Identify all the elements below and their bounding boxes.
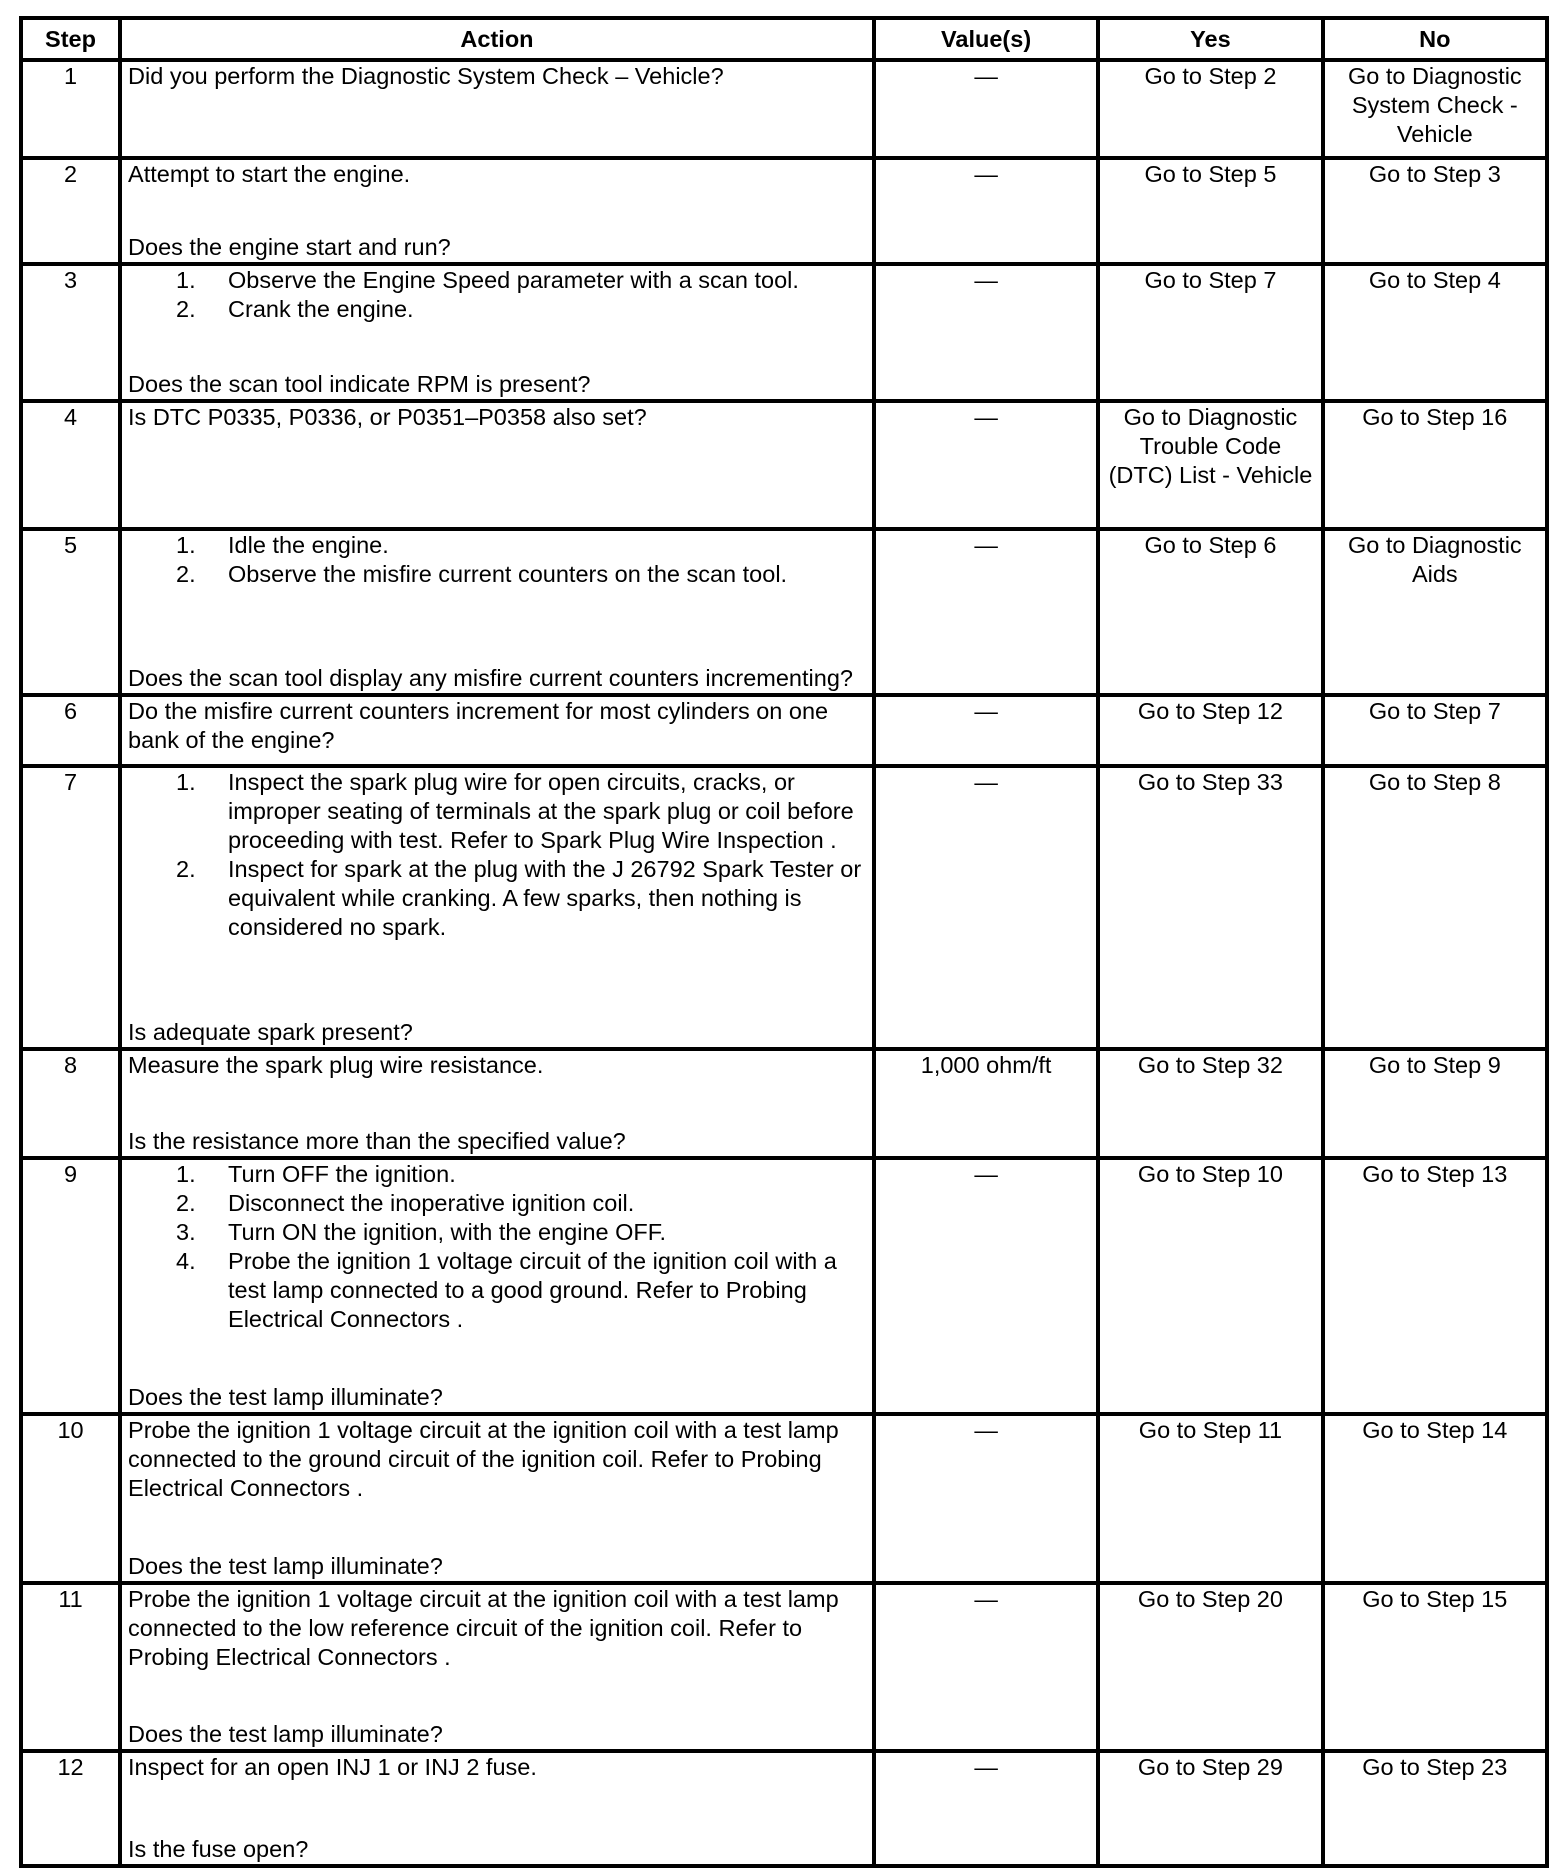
action-cell [120,1583,874,1751]
action-question: Does the test lamp illuminate? [128,1721,443,1747]
step-number: 4 [21,401,120,529]
action-instructions [128,697,866,755]
substep-list [128,266,866,324]
action-text: Do the misfire current counters increment for most cylinders on one bank of the engine? [128,698,829,753]
diagnostic-table [19,16,1549,1868]
action-text: Measure the spark plug wire resistance. [128,1052,544,1078]
substep-item: Inspect for spark at the plug with the J 26792 Spark Tester or equivalent while cranking. A few sparks, then nothing is considered no spark. [228,856,862,940]
table-row [21,529,1547,695]
action-cell [120,695,874,766]
action-cell [120,1158,874,1414]
value-cell: — [874,1751,1098,1866]
header-yes: Yes [1098,18,1322,60]
action-text: Is DTC P0335, P0336, or P0351–P0358 also set? [128,404,647,430]
action-content [128,160,866,262]
substep-item: Observe the misfire current counters on the scan tool. [228,561,788,587]
value-cell: — [874,1158,1098,1414]
step-number: 6 [21,695,120,766]
value-cell: — [874,1583,1098,1751]
action-cell [120,60,874,158]
header-row [21,18,1547,60]
action-question: Does the test lamp illuminate? [128,1553,443,1579]
action-instructions [128,1753,866,1782]
no-result: Go to Step 9 [1323,1049,1547,1158]
substep-item: Disconnect the inoperative ignition coil. [228,1190,635,1216]
action-content [128,266,866,399]
value-cell: — [874,264,1098,401]
substep-item: Turn ON the ignition, with the engine OFF. [228,1219,667,1245]
yes-result: Go to Step 29 [1098,1751,1322,1866]
action-content [128,1160,866,1412]
yes-result: Go to Step 10 [1098,1158,1322,1414]
table-row [21,264,1547,401]
action-content [128,1051,866,1156]
table-row [21,401,1547,529]
action-instructions [128,1416,866,1503]
action-instructions [128,1051,866,1080]
action-content [128,697,866,764]
step-number: 9 [21,1158,120,1414]
no-result: Go to Step 4 [1323,264,1547,401]
step-number: 5 [21,529,120,695]
action-text: Inspect for an open INJ 1 or INJ 2 fuse. [128,1754,537,1780]
action-instructions [128,531,866,589]
no-result: Go to Step 7 [1323,695,1547,766]
step-number: 8 [21,1049,120,1158]
no-result: Go to Step 8 [1323,766,1547,1049]
step-number: 7 [21,766,120,1049]
action-text: Did you perform the Diagnostic System Check – Vehicle? [128,63,724,89]
action-instructions [128,160,866,189]
no-result: Go to Diagnostic System Check - Vehicle [1323,60,1547,158]
table-row [21,1414,1547,1583]
action-content [128,531,866,693]
yes-result: Go to Step 2 [1098,60,1322,158]
table-row [21,766,1547,1049]
action-question: Does the scan tool indicate RPM is present? [128,371,591,397]
action-cell [120,1049,874,1158]
action-text: Probe the ignition 1 voltage circuit at the ignition coil with a test lamp connected to the low reference circuit of the ignition coil. Refer to Probing Electrical Connectors . [128,1586,839,1670]
header-values: Value(s) [874,18,1098,60]
action-instructions [128,1160,866,1334]
header-no: No [1323,18,1547,60]
action-question: Is adequate spark present? [128,1019,413,1045]
header-action: Action [120,18,874,60]
yes-result: Go to Step 11 [1098,1414,1322,1583]
action-cell [120,158,874,264]
no-result: Go to Step 14 [1323,1414,1547,1583]
action-cell [120,1414,874,1583]
action-cell [120,1751,874,1866]
yes-result: Go to Step 33 [1098,766,1322,1049]
action-text: Attempt to start the engine. [128,161,411,187]
action-instructions [128,266,866,324]
step-number: 10 [21,1414,120,1583]
substep-list [128,768,866,942]
yes-result: Go to Step 12 [1098,695,1322,766]
action-content [128,1753,866,1864]
yes-result: Go to Diagnostic Trouble Code (DTC) List - Vehicle [1098,401,1322,529]
no-result: Go to Step 15 [1323,1583,1547,1751]
action-question: Is the fuse open? [128,1836,309,1862]
value-cell: — [874,401,1098,529]
substep-item: Idle the engine. [228,532,389,558]
table-row [21,1049,1547,1158]
table-row [21,1583,1547,1751]
substep-item: Observe the Engine Speed parameter with a scan tool. [228,267,799,293]
no-result: Go to Diagnostic Aids [1323,529,1547,695]
no-result: Go to Step 13 [1323,1158,1547,1414]
table-row [21,1751,1547,1866]
action-instructions [128,62,866,91]
value-cell: — [874,158,1098,264]
action-cell [120,264,874,401]
yes-result: Go to Step 5 [1098,158,1322,264]
table-body [21,60,1547,1866]
table-row [21,158,1547,264]
value-cell: — [874,529,1098,695]
table-row [21,695,1547,766]
action-cell [120,401,874,529]
action-content [128,1416,866,1581]
action-question: Does the test lamp illuminate? [128,1384,443,1410]
no-result: Go to Step 3 [1323,158,1547,264]
substep-list [128,1160,866,1334]
substep-item: Probe the ignition 1 voltage circuit of the ignition coil with a test lamp connected to a good ground. Refer to Probing Electrical Connectors . [228,1248,837,1332]
table-row [21,1158,1547,1414]
action-content [128,1585,866,1749]
action-cell [120,529,874,695]
yes-result: Go to Step 6 [1098,529,1322,695]
value-cell: — [874,766,1098,1049]
table-row [21,60,1547,158]
substep-item: Turn OFF the ignition. [228,1161,456,1187]
yes-result: Go to Step 7 [1098,264,1322,401]
substep-list [128,531,866,589]
step-number: 11 [21,1583,120,1751]
substep-item: Crank the engine. [228,296,414,322]
action-content [128,62,866,156]
step-number: 2 [21,158,120,264]
action-content [128,768,866,1047]
action-question: Is the resistance more than the specified value? [128,1128,626,1154]
step-number: 12 [21,1751,120,1866]
step-number: 1 [21,60,120,158]
value-cell: — [874,1414,1098,1583]
value-cell: — [874,60,1098,158]
step-number: 3 [21,264,120,401]
yes-result: Go to Step 20 [1098,1583,1322,1751]
action-content [128,403,866,527]
no-result: Go to Step 16 [1323,401,1547,529]
yes-result: Go to Step 32 [1098,1049,1322,1158]
action-text: Probe the ignition 1 voltage circuit at the ignition coil with a test lamp connected to the ground circuit of the ignition coil. Refer to Probing Electrical Connectors . [128,1417,839,1501]
header-step: Step [21,18,120,60]
action-question: Does the scan tool display any misfire current counters incrementing? [128,665,853,691]
action-instructions [128,403,866,432]
action-question: Does the engine start and run? [128,234,451,260]
no-result: Go to Step 23 [1323,1751,1547,1866]
substep-item: Inspect the spark plug wire for open circuits, cracks, or improper seating of terminals at the spark plug or coil before proceeding with test. Refer to Spark Plug Wire Inspection . [228,769,854,853]
action-instructions [128,1585,866,1672]
value-cell: 1,000 ohm/ft [874,1049,1098,1158]
value-cell: — [874,695,1098,766]
action-instructions [128,768,866,942]
action-cell [120,766,874,1049]
